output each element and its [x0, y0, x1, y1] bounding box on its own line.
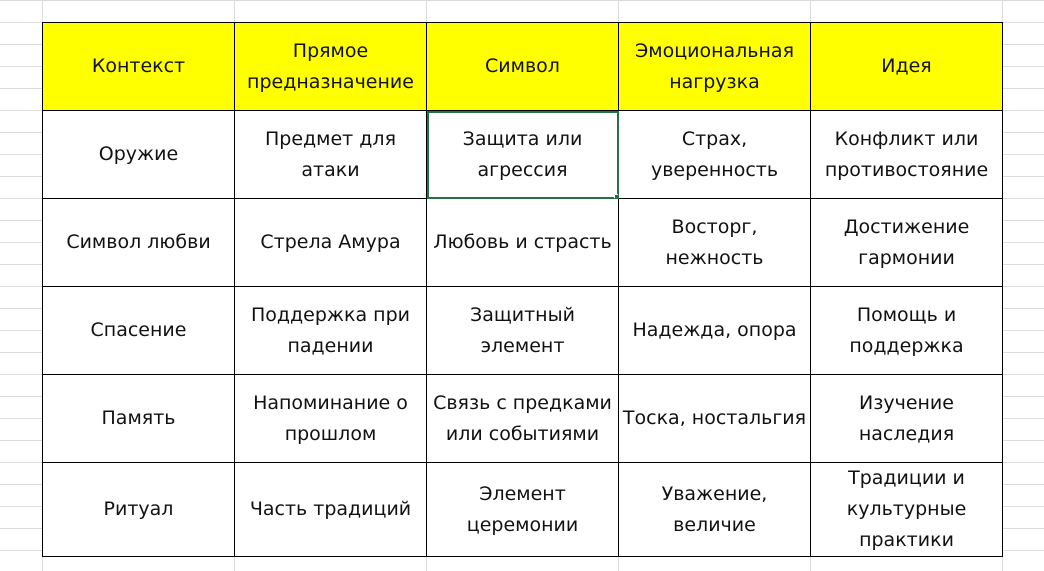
- cell-text: Память: [101, 407, 176, 429]
- table-cell[interactable]: [235, 111, 427, 199]
- cell-text: Предмет для атаки: [264, 127, 396, 181]
- header-cell-text: Символ: [485, 55, 560, 77]
- table-cell[interactable]: [43, 111, 235, 199]
- table-cell[interactable]: [619, 463, 811, 557]
- cell-text: Ритуал: [103, 498, 174, 520]
- cell-text: Уважение, величие: [661, 482, 768, 536]
- header-cell-context[interactable]: [43, 23, 235, 111]
- selected-cell[interactable]: [427, 111, 619, 199]
- header-cell-emotion[interactable]: [619, 23, 811, 111]
- table-cell[interactable]: [811, 375, 1003, 463]
- cell-text: Защита или агрессия: [462, 127, 583, 181]
- cell-text: Конфликт или противостояние: [824, 127, 989, 181]
- cell-text: Помощь и поддержка: [849, 303, 964, 357]
- header-cell-text: Идея: [881, 55, 932, 77]
- cell-text: Элемент церемонии: [466, 482, 579, 536]
- cell-text: Символ любви: [66, 231, 211, 253]
- table-cell[interactable]: [427, 199, 619, 287]
- data-table: [42, 22, 1003, 557]
- table-cell[interactable]: [619, 111, 811, 199]
- cell-text: Тоска, ностальгия: [622, 407, 807, 429]
- table-cell[interactable]: [427, 375, 619, 463]
- cell-text: Часть традиций: [249, 498, 412, 520]
- table-cell[interactable]: [619, 287, 811, 375]
- cell-text: Достижение гармонии: [843, 215, 970, 269]
- table-cell[interactable]: [619, 375, 811, 463]
- cell-text: Оружие: [98, 143, 179, 165]
- table-cell[interactable]: [235, 463, 427, 557]
- header-row: [43, 23, 1003, 111]
- table-cell[interactable]: [427, 463, 619, 557]
- table-row: [43, 287, 1003, 375]
- table-cell[interactable]: [811, 111, 1003, 199]
- table-row: [43, 111, 1003, 199]
- table-cell[interactable]: [427, 287, 619, 375]
- table-cell[interactable]: [43, 287, 235, 375]
- cell-text: Надежда, опора: [632, 319, 797, 341]
- header-cell-text: Эмоциональная нагрузка: [634, 39, 795, 93]
- table-cell[interactable]: [43, 463, 235, 557]
- cell-text: Восторг, нежность: [665, 215, 764, 269]
- table-cell[interactable]: [811, 287, 1003, 375]
- table-cell[interactable]: [811, 199, 1003, 287]
- cell-text: Стрела Амура: [260, 231, 401, 253]
- cell-text: Любовь и страсть: [433, 231, 612, 253]
- table-row: [43, 199, 1003, 287]
- table-cell[interactable]: [619, 199, 811, 287]
- cell-text: Связь с предками или событиями: [433, 391, 612, 445]
- table-cell[interactable]: [43, 375, 235, 463]
- table-cell[interactable]: [811, 463, 1003, 557]
- cell-text: Напоминание о прошлом: [253, 391, 408, 445]
- cell-text: Поддержка при падении: [250, 303, 411, 357]
- table-row: [43, 463, 1003, 557]
- table-cell[interactable]: [235, 375, 427, 463]
- fill-handle[interactable]: [614, 194, 619, 199]
- header-cell-symbol[interactable]: [427, 23, 619, 111]
- table-cell[interactable]: [43, 199, 235, 287]
- cell-text: Изучение наследия: [858, 391, 955, 445]
- header-cell-idea[interactable]: [811, 23, 1003, 111]
- cell-text: Традиции и культурные практики: [846, 467, 967, 551]
- header-cell-purpose[interactable]: [235, 23, 427, 111]
- table-cell[interactable]: [235, 287, 427, 375]
- header-cell-text: Контекст: [91, 55, 186, 77]
- header-cell-text: Прямое предназначение: [247, 39, 414, 93]
- table-row: [43, 375, 1003, 463]
- cell-text: Спасение: [90, 319, 187, 341]
- cell-text: Защитный элемент: [470, 303, 575, 357]
- table-cell[interactable]: [235, 199, 427, 287]
- cell-text: Страх, уверенность: [650, 127, 779, 181]
